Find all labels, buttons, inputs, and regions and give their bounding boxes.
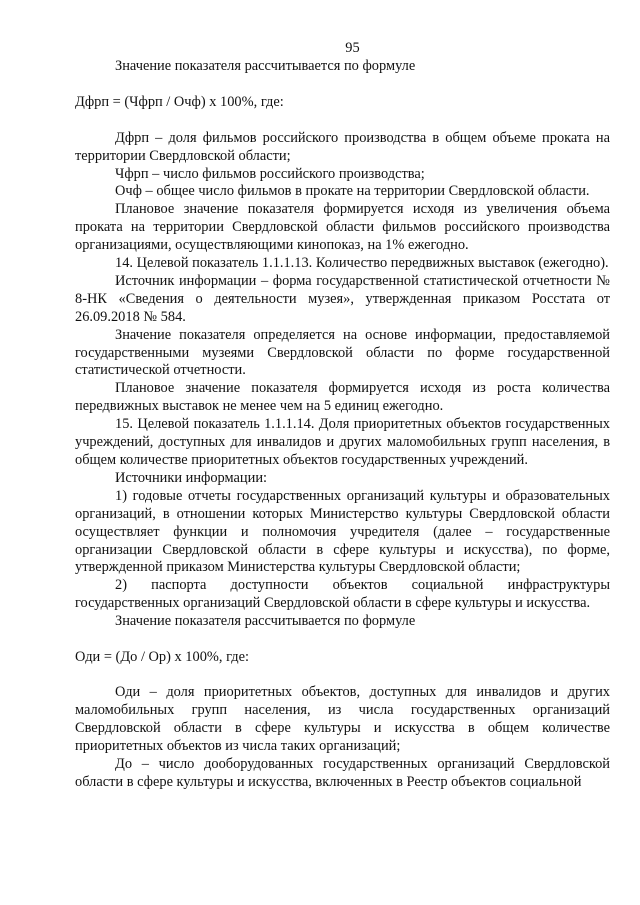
paragraph-formula-intro-2: Значение показателя рассчитывается по формуле xyxy=(115,613,416,630)
paragraph-source-14: Источник информации – форма государственной статистической отчетности № 8-НК «Сведения о деятельности музея», утвержденная приказом Росстата от 26.09.2018 № 584. xyxy=(75,272,610,325)
paragraph-odi-definition: Оди – доля приоритетных объектов, доступных для инвалидов и других маломобильных групп населения, из числа государственных организаций Свердловской области в сфере культуры и искусства в общем количестве приоритетных объектов из числа таких организаций; xyxy=(75,683,610,754)
paragraph-plan-value-1: Плановое значение показателя формируется исходя из увеличения объема проката на территории Свердловской области фильмов российского производства организациями, осуществляющими кинопоказ, на 1% ежегодно. xyxy=(75,201,610,254)
list-item-source-2: 2) паспорта доступности объектов социальной инфраструктуры государственных организаций Свердловской области в сфере культуры и искусства. xyxy=(75,577,610,612)
paragraph-formula-intro-1: Значение показателя рассчитывается по формуле xyxy=(115,57,416,74)
paragraph-do-definition: До – число дооборудованных государственных организаций Свердловской области в сфере культуры и искусства, включенных в Реестр объектов социальной xyxy=(75,755,610,790)
formula-odi: Оди = (До / Ор) х 100%, где: xyxy=(75,649,249,666)
document-page xyxy=(75,40,610,791)
paragraph-ochf-definition: Очф – общее число фильмов в прокате на территории Свердловской области. xyxy=(115,183,590,200)
page-number: 95 xyxy=(345,40,360,56)
paragraph-dfrp-definition: Дфрп – доля фильмов российского производства в общем объеме проката на территории Свердловской области; xyxy=(75,129,610,164)
spacer xyxy=(75,112,610,130)
paragraph-value-14: Значение показателя определяется на основе информации, предоставляемой государственными музеями Свердловской области по форме государственной статистической отчетности. xyxy=(75,326,610,379)
spacer xyxy=(75,631,610,649)
paragraph-chfrp-definition: Чфрп – число фильмов российского производства; xyxy=(115,165,425,182)
spacer xyxy=(75,667,610,684)
spacer xyxy=(75,76,610,94)
paragraph-indicator-14: 14. Целевой показатель 1.1.1.13. Количество передвижных выставок (ежегодно). xyxy=(115,255,609,272)
paragraph-sources-heading: Источники информации: xyxy=(115,469,268,486)
formula-dfrp: Дфрп = (Чфрп / Очф) х 100%, где: xyxy=(75,93,284,110)
list-item-source-1: 1) годовые отчеты государственных организаций культуры и образовательных организаций, в отношении которых Министерство культуры Свердловской области осуществляет функции и полномочия учредителя (далее – государственные организации Свердловской области в сфере культуры и искусства), по форме, утвержденной приказом Министерства культуры Свердловской области; xyxy=(75,487,610,576)
paragraph-plan-value-14: Плановое значение показателя формируется исходя из роста количества передвижных выставок не менее чем на 5 единиц ежегодно. xyxy=(75,380,610,415)
paragraph-indicator-15: 15. Целевой показатель 1.1.1.14. Доля приоритетных объектов государственных учреждений, доступных для инвалидов и других маломобильных групп населения, в общем количестве приоритетных объектов государственных учреждений. xyxy=(75,416,610,469)
